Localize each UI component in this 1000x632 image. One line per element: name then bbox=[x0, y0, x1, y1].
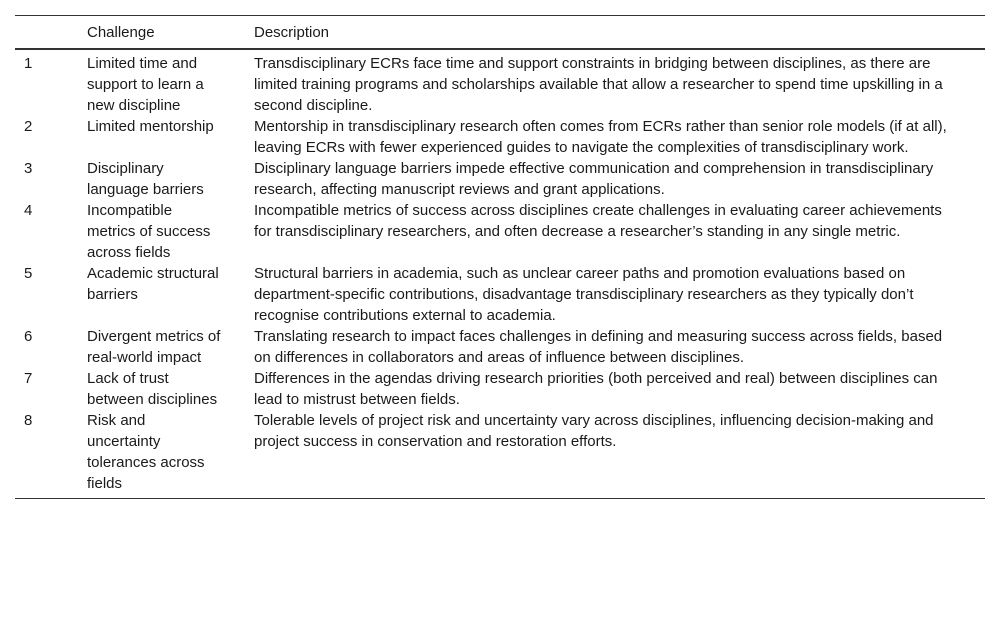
row-number: 5 bbox=[24, 265, 33, 282]
row-challenge bbox=[87, 263, 254, 326]
challenge-text: Risk and uncertainty tolerances across fields bbox=[87, 412, 205, 492]
row-description: Differences in the agendas driving research priorities (both perceived and real) between disciplines can lead to mistrust between fields. bbox=[254, 370, 938, 408]
table-row bbox=[15, 158, 985, 200]
challenge-text: Limited mentorship bbox=[87, 118, 214, 135]
row-number: 4 bbox=[24, 202, 33, 219]
challenges-table bbox=[15, 15, 985, 499]
row-number: 7 bbox=[24, 370, 33, 387]
table-body bbox=[15, 49, 985, 499]
table-row bbox=[15, 49, 985, 116]
row-number: 1 bbox=[24, 55, 33, 72]
row-description: Transdisciplinary ECRs face time and support constraints in bridging between disciplines, as there are limited training programs and scholarships available that allow a researcher to spend time upskilling in a second discipline. bbox=[254, 55, 943, 114]
row-number: 2 bbox=[24, 118, 33, 135]
table-row bbox=[15, 326, 985, 368]
challenges-table-container bbox=[15, 15, 985, 499]
row-challenge bbox=[87, 368, 254, 410]
row-number: 3 bbox=[24, 160, 33, 177]
table-row bbox=[15, 368, 985, 410]
row-challenge bbox=[87, 116, 254, 158]
challenge-text: Divergent metrics of real-world impact bbox=[87, 328, 221, 366]
challenge-text: Limited time and support to learn a new discipline bbox=[87, 55, 204, 114]
table-row bbox=[15, 200, 985, 263]
challenge-text: Disciplinary language barriers bbox=[87, 160, 204, 198]
table-row bbox=[15, 410, 985, 499]
row-challenge bbox=[87, 49, 254, 116]
row-challenge bbox=[87, 158, 254, 200]
row-description: Disciplinary language barriers impede effective communication and comprehension in transdisciplinary research, affecting manuscript reviews and grant applications. bbox=[254, 160, 934, 198]
row-challenge bbox=[87, 200, 254, 263]
challenge-text: Academic structural barriers bbox=[87, 265, 219, 303]
row-challenge bbox=[87, 326, 254, 368]
header-challenge: Challenge bbox=[87, 24, 155, 41]
row-challenge bbox=[87, 410, 254, 499]
challenge-text: Incompatible metrics of success across fields bbox=[87, 202, 211, 261]
header-description: Description bbox=[254, 24, 330, 41]
table-row bbox=[15, 116, 985, 158]
table-row bbox=[15, 263, 985, 326]
row-description: Structural barriers in academia, such as unclear career paths and promotion evaluations based on department-specific contributions, disadvantage transdisciplinary researchers as they typically don’t recognise contributions external to academia. bbox=[254, 265, 914, 324]
table-header bbox=[15, 16, 985, 50]
row-description: Mentorship in transdisciplinary research often comes from ECRs rather than senior role models (if at all), leaving ECRs with fewer experienced guides to navigate the complexities of transdisciplinary work. bbox=[254, 118, 947, 156]
row-description: Incompatible metrics of success across disciplines create challenges in evaluating career achievements for transdisciplinary researchers, and often decrease a researcher’s standing in any single metric. bbox=[254, 202, 942, 240]
challenge-text: Lack of trust between disciplines bbox=[87, 370, 218, 408]
row-number: 6 bbox=[24, 328, 33, 345]
header-row bbox=[15, 16, 985, 50]
row-number: 8 bbox=[24, 412, 33, 429]
row-description: Translating research to impact faces challenges in defining and measuring success across fields, based on differences in collaborators and areas of influence between disciplines. bbox=[254, 328, 943, 366]
header-number bbox=[15, 16, 87, 50]
row-description: Tolerable levels of project risk and uncertainty vary across disciplines, influencing decision-making and project success in conservation and restoration efforts. bbox=[254, 412, 934, 450]
